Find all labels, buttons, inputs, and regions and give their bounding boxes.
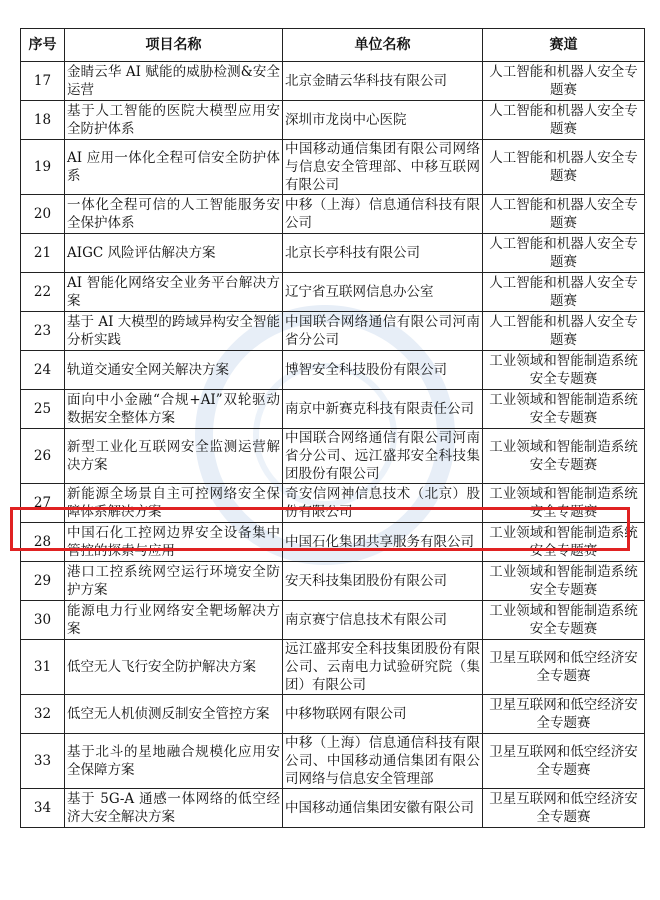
table-row <box>21 273 645 312</box>
cell-name: 能源电力行业网络安全靶场解决方案 <box>65 601 283 640</box>
cell-unit: 中移物联网有限公司 <box>283 695 483 734</box>
cell-num: 24 <box>21 351 65 390</box>
cell-track: 卫星互联网和低空经济安全专题赛 <box>483 734 645 789</box>
cell-num: 29 <box>21 562 65 601</box>
cell-num: 27 <box>21 484 65 523</box>
cell-name: 轨道交通安全网关解决方案 <box>65 351 283 390</box>
cell-track: 卫星互联网和低空经济安全专题赛 <box>483 789 645 828</box>
cell-track: 人工智能和机器人安全专题赛 <box>483 62 645 101</box>
table-row <box>21 390 645 429</box>
cell-track: 人工智能和机器人安全专题赛 <box>483 273 645 312</box>
cell-num: 23 <box>21 312 65 351</box>
cell-unit: 博智安全科技股份有限公司 <box>283 351 483 390</box>
header-unit: 单位名称 <box>283 29 483 62</box>
header-track: 赛道 <box>483 29 645 62</box>
cell-num: 33 <box>21 734 65 789</box>
cell-num: 25 <box>21 390 65 429</box>
cell-num: 34 <box>21 789 65 828</box>
cell-num: 26 <box>21 429 65 484</box>
cell-unit: 中国联合网络通信有限公司河南省分公司 <box>283 312 483 351</box>
cell-name: 基于人工智能的医院大模型应用安全防护体系 <box>65 101 283 140</box>
table-header-row <box>21 29 645 62</box>
cell-track: 工业领域和智能制造系统安全专题赛 <box>483 562 645 601</box>
project-table <box>20 28 645 828</box>
table-row <box>21 234 645 273</box>
table-row <box>21 195 645 234</box>
table-row <box>21 640 645 695</box>
cell-num: 21 <box>21 234 65 273</box>
cell-num: 22 <box>21 273 65 312</box>
table-row <box>21 601 645 640</box>
table-row <box>21 312 645 351</box>
cell-track: 人工智能和机器人安全专题赛 <box>483 312 645 351</box>
cell-track: 工业领域和智能制造系统安全专题赛 <box>483 484 645 523</box>
header-num: 序号 <box>21 29 65 62</box>
table-row <box>21 62 645 101</box>
cell-num: 30 <box>21 601 65 640</box>
cell-track: 工业领域和智能制造系统安全专题赛 <box>483 390 645 429</box>
table-row <box>21 140 645 195</box>
cell-unit: 中国移动通信集团有限公司网络与信息安全管理部、中移互联网有限公司 <box>283 140 483 195</box>
cell-name: 低空无人机侦测反制安全管控方案 <box>65 695 283 734</box>
cell-name: 面向中小金融“合规+AI”双轮驱动数据安全整体方案 <box>65 390 283 429</box>
cell-track: 工业领域和智能制造系统安全专题赛 <box>483 523 645 562</box>
table-row <box>21 351 645 390</box>
cell-name: 中国石化工控网边界安全设备集中管控的探索与应用 <box>65 523 283 562</box>
cell-num: 17 <box>21 62 65 101</box>
cell-name: 一体化全程可信的人工智能服务安全保护体系 <box>65 195 283 234</box>
cell-num: 19 <box>21 140 65 195</box>
table-row <box>21 734 645 789</box>
header-name: 项目名称 <box>65 29 283 62</box>
cell-num: 28 <box>21 523 65 562</box>
table-row <box>21 523 645 562</box>
cell-unit: 奇安信网神信息技术（北京）股份有限公司 <box>283 484 483 523</box>
cell-unit: 中移（上海）信息通信科技有限公司 <box>283 195 483 234</box>
cell-num: 20 <box>21 195 65 234</box>
cell-num: 31 <box>21 640 65 695</box>
table-row <box>21 789 645 828</box>
cell-track: 人工智能和机器人安全专题赛 <box>483 101 645 140</box>
cell-track: 卫星互联网和低空经济安全专题赛 <box>483 640 645 695</box>
cell-unit: 南京中新赛克科技有限责任公司 <box>283 390 483 429</box>
cell-unit: 北京长亭科技有限公司 <box>283 234 483 273</box>
table-row <box>21 101 645 140</box>
cell-unit: 中国移动通信集团安徽有限公司 <box>283 789 483 828</box>
cell-unit: 深圳市龙岗中心医院 <box>283 101 483 140</box>
cell-unit: 辽宁省互联网信息办公室 <box>283 273 483 312</box>
cell-unit: 中国石化集团共享服务有限公司 <box>283 523 483 562</box>
cell-track: 人工智能和机器人安全专题赛 <box>483 195 645 234</box>
cell-name: 基于 AI 大模型的跨域异构安全智能分析实践 <box>65 312 283 351</box>
cell-unit: 北京金睛云华科技有限公司 <box>283 62 483 101</box>
cell-unit: 安天科技集团股份有限公司 <box>283 562 483 601</box>
cell-name: 港口工控系统网空运行环境安全防护方案 <box>65 562 283 601</box>
cell-num: 18 <box>21 101 65 140</box>
table-row <box>21 562 645 601</box>
cell-unit: 中国联合网络通信有限公司河南省分公司、远江盛邦安全科技集团股份有限公司 <box>283 429 483 484</box>
cell-unit: 中移（上海）信息通信科技有限公司、中国移动通信集团有限公司网络与信息安全管理部 <box>283 734 483 789</box>
table-row <box>21 429 645 484</box>
cell-track: 工业领域和智能制造系统安全专题赛 <box>483 429 645 484</box>
cell-track: 人工智能和机器人安全专题赛 <box>483 140 645 195</box>
table-row-highlighted <box>21 484 645 523</box>
cell-name: 低空无人飞行安全防护解决方案 <box>65 640 283 695</box>
cell-track: 人工智能和机器人安全专题赛 <box>483 234 645 273</box>
cell-name: 基于 5G-A 通感一体网络的低空经济大安全解决方案 <box>65 789 283 828</box>
cell-name: 新型工业化互联网安全监测运营解决方案 <box>65 429 283 484</box>
cell-name: AI 应用一体化全程可信安全防护体系 <box>65 140 283 195</box>
cell-num: 32 <box>21 695 65 734</box>
cell-track: 卫星互联网和低空经济安全专题赛 <box>483 695 645 734</box>
cell-name: 金睛云华 AI 赋能的威胁检测&安全运营 <box>65 62 283 101</box>
table-row <box>21 695 645 734</box>
cell-name: 新能源全场景自主可控网络安全保障体系解决方案 <box>65 484 283 523</box>
cell-name: 基于北斗的星地融合规模化应用安全保障方案 <box>65 734 283 789</box>
cell-track: 工业领域和智能制造系统安全专题赛 <box>483 351 645 390</box>
cell-name: AIGC 风险评估解决方案 <box>65 234 283 273</box>
cell-name: AI 智能化网络安全业务平台解决方案 <box>65 273 283 312</box>
cell-unit: 远江盛邦安全科技集团股份有限公司、云南电力试验研究院（集团）有限公司 <box>283 640 483 695</box>
cell-track: 工业领域和智能制造系统安全专题赛 <box>483 601 645 640</box>
cell-unit: 南京赛宁信息技术有限公司 <box>283 601 483 640</box>
